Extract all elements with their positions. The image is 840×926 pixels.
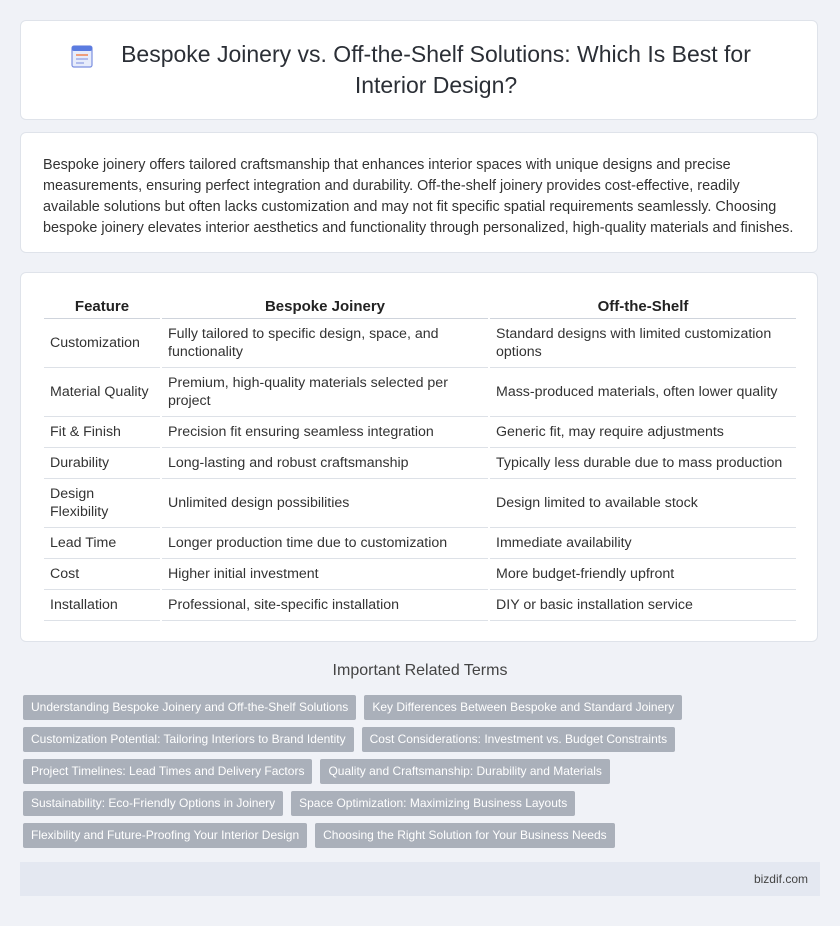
comparison-table [42,294,798,621]
related-term-link[interactable]: Choosing the Right Solution for Your Business Needs [315,823,615,848]
related-terms-heading: Important Related Terms [332,662,508,679]
off-the-shelf-cell: Generic fit, may require adjustments [490,417,796,448]
feature-cell: Installation [44,590,160,621]
page-title: Bespoke Joinery vs. Off-the-Shelf Solutions: Which Is Best for Interior Design? [121,41,751,98]
tag-row [23,791,723,816]
column-header-off-the-shelf: Off-the-Shelf [490,294,796,319]
feature-cell: Customization [44,319,160,368]
related-term-link[interactable]: Customization Potential: Tailoring Interiors to Brand Identity [23,727,354,752]
related-term-link[interactable]: Space Optimization: Maximizing Business Layouts [291,791,575,816]
feature-cell: Durability [44,448,160,479]
bespoke-cell: Fully tailored to specific design, space, and functionality [162,319,488,368]
table-row [44,368,796,417]
off-the-shelf-cell: More budget-friendly upfront [490,559,796,590]
bespoke-cell: Professional, site-specific installation [162,590,488,621]
footer [20,862,820,896]
bespoke-cell: Long-lasting and robust craftsmanship [162,448,488,479]
feature-cell: Fit & Finish [44,417,160,448]
table-row [44,448,796,479]
intro-card [20,132,818,253]
related-term-link[interactable]: Quality and Craftsmanship: Durability and Materials [320,759,609,784]
off-the-shelf-cell: Typically less durable due to mass production [490,448,796,479]
related-term-link[interactable]: Cost Considerations: Investment vs. Budget Constraints [362,727,675,752]
column-header-bespoke: Bespoke Joinery [162,294,488,319]
bespoke-cell: Premium, high-quality materials selected per project [162,368,488,417]
table-row [44,417,796,448]
bespoke-cell: Precision fit ensuring seamless integration [162,417,488,448]
related-terms-list [23,695,723,855]
table-header-row [44,294,796,319]
table-row [44,479,796,528]
related-term-link[interactable]: Project Timelines: Lead Times and Delivery Factors [23,759,312,784]
feature-cell: Lead Time [44,528,160,559]
table-row [44,590,796,621]
tag-row [23,695,723,720]
off-the-shelf-cell: Design limited to available stock [490,479,796,528]
related-term-link[interactable]: Understanding Bespoke Joinery and Off-the-Shelf Solutions [23,695,356,720]
feature-cell: Material Quality [44,368,160,417]
document-icon [69,43,95,69]
table-row [44,528,796,559]
table-row [44,319,796,368]
off-the-shelf-cell: DIY or basic installation service [490,590,796,621]
related-term-link[interactable]: Flexibility and Future-Proofing Your Interior Design [23,823,307,848]
tag-row [23,823,723,848]
comparison-table-card [20,272,818,642]
table-row [44,559,796,590]
footer-site-name: bizdif.com [753,872,808,886]
header-inner [69,39,769,101]
bespoke-cell: Unlimited design possibilities [162,479,488,528]
bespoke-cell: Longer production time due to customization [162,528,488,559]
related-term-link[interactable]: Sustainability: Eco-Friendly Options in Joinery [23,791,283,816]
off-the-shelf-cell: Mass-produced materials, often lower quality [490,368,796,417]
bespoke-cell: Higher initial investment [162,559,488,590]
feature-cell: Design Flexibility [44,479,160,528]
header-card [20,20,818,120]
column-header-feature: Feature [44,294,160,319]
tag-row [23,727,723,752]
related-term-link[interactable]: Key Differences Between Bespoke and Standard Joinery [364,695,682,720]
feature-cell: Cost [44,559,160,590]
intro-paragraph: Bespoke joinery offers tailored craftsmanship that enhances interior spaces with unique designs and precise measurements, ensuring perfect integration and durability. Off-the-shelf joinery provides cost-effective, readily available solutions but often lacks customization and may not fit specific spatial requirements seamlessly. Choosing bespoke joinery elevates interior aesthetics and functionality through personalized, high-quality materials and finishes. [43,157,794,236]
off-the-shelf-cell: Immediate availability [490,528,796,559]
off-the-shelf-cell: Standard designs with limited customization options [490,319,796,368]
tag-row [23,759,723,784]
